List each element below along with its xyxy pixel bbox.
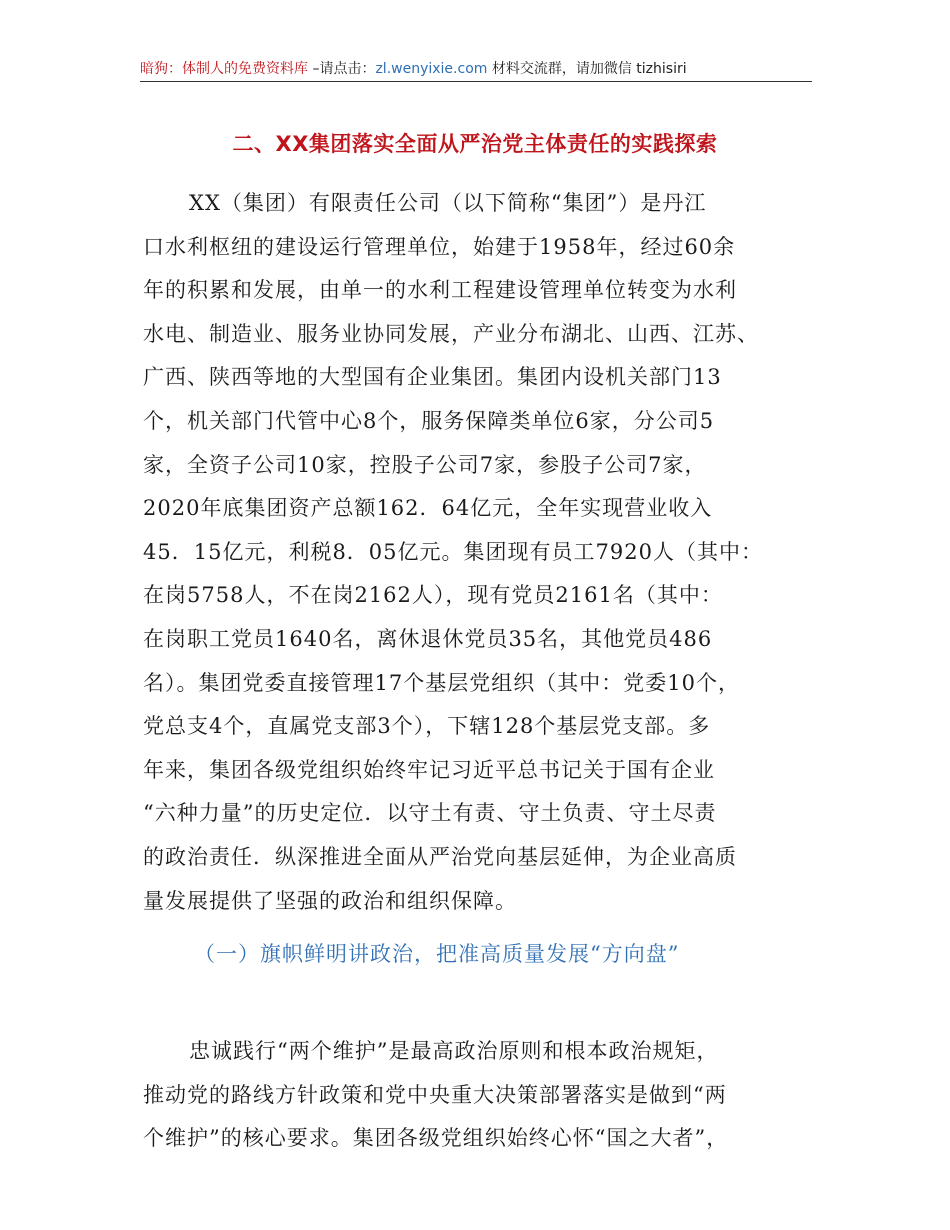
subsection-heading: （一）旗帜鲜明讲政治，把准高质量发展“方向盘” xyxy=(194,942,680,966)
section-title: 二、XX集团落实全面从严治党主体责任的实践探索 xyxy=(232,132,718,156)
paragraph-2 xyxy=(143,1030,843,1161)
paragraph-line: 个，机关部门代管中心8个，服务保障类单位6家，分公司5 xyxy=(143,408,715,433)
paragraph-line: 广西、陕西等地的大型国有企业集团。集团内设机关部门13 xyxy=(143,365,722,390)
paragraph-line: 45．15亿元，利税8．05亿元。集团现有员工7920人（其中： xyxy=(143,539,763,564)
paragraph-line: 党总支4个，直属党支部3个），下辖128个基层党支部。多 xyxy=(143,714,711,739)
paragraph-line: 口水利枢纽的建设运行管理单位，始建于1958年，经过60余 xyxy=(143,234,736,259)
paragraph-line: 家，全资子公司10家，控股子公司7家，参股子公司7家， xyxy=(143,452,707,477)
paragraph-line: 年来，集团各级党组织始终牢记习近平总书记关于国有企业 xyxy=(143,757,715,782)
paragraph-line: “六种力量”的历史定位．以守土有责、守土负责、守土尽责 xyxy=(143,801,717,826)
paragraph-line: 在岗5758人，不在岗2162人），现有党员2161名（其中： xyxy=(143,583,723,608)
page-header xyxy=(140,58,812,80)
paragraph-line: 个维护”的核心要求。集团各级党组织始终心怀“国之大者”， xyxy=(143,1126,729,1151)
header-link[interactable]: zl.wenyixie.com xyxy=(375,61,488,77)
paragraph-line: 年的积累和发展，由单一的水利工程建设管理单位转变为水利 xyxy=(143,278,737,303)
paragraph-line: 水电、制造业、服务业协同发展，产业分布湖北、山西、江苏、 xyxy=(143,321,759,346)
header-divider xyxy=(140,81,812,82)
paragraph-line: 的政治责任．纵深推进全面从严治党向基层延伸，为企业高质 xyxy=(143,844,737,869)
paragraph-line: 名）。集团党委直接管理17个基层党组织（其中：党委10个， xyxy=(143,670,740,695)
paragraph-line: 2020年底集团资产总额162．64亿元，全年实现营业收入 xyxy=(143,496,713,521)
paragraph-line: 推动党的路线方针政策和党中央重大决策部署落实是做到“两 xyxy=(143,1082,727,1107)
header-click-prompt: –请点击： xyxy=(308,61,376,77)
paragraph-line: 在岗职工党员1640名，离休退休党员35名，其他党员486 xyxy=(143,626,713,651)
paragraph-line: 量发展提供了坚强的政治和组织保障。 xyxy=(143,888,517,913)
paragraph-1 xyxy=(143,182,843,923)
header-wechat-note: 材料交流群，请加微信 tizhisiri xyxy=(487,61,687,77)
paragraph-line: XX（集团）有限责任公司（以下简称“集团”）是丹江 xyxy=(189,191,707,215)
header-site-name: 暗狗：体制人的免费资料库 xyxy=(140,61,308,77)
paragraph-line: 忠诚践行“两个维护”是最高政治原则和根本政治规矩， xyxy=(189,1039,719,1063)
